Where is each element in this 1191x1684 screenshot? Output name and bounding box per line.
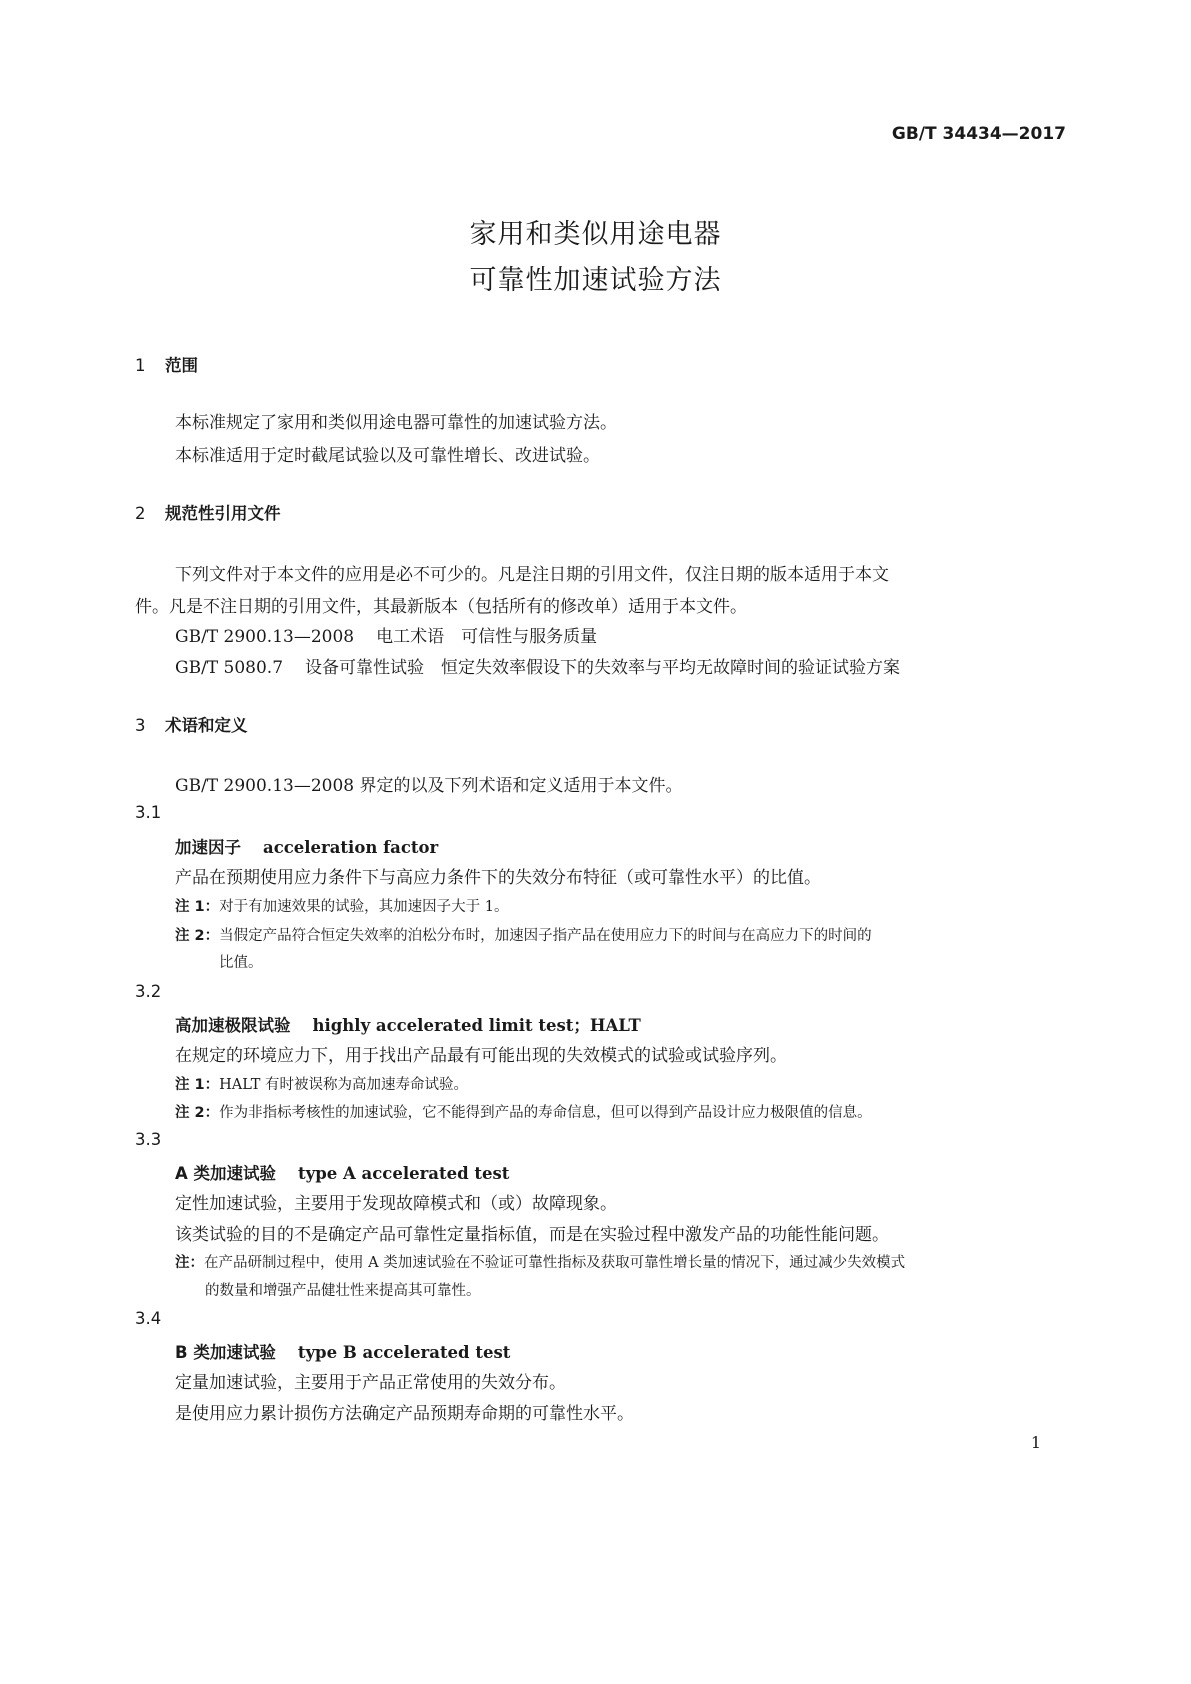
section-title: 术语和定义 <box>165 716 248 735</box>
note-label: 注： <box>175 1255 204 1271</box>
note <box>175 895 508 916</box>
note-text: 当假定产品符合恒定失效率的泊松分布时，加速因子指产品在使用应力下的时间与在高应力下的时间的 <box>219 928 872 944</box>
paragraph: 下列文件对于本文件的应用是必不可少的。凡是注日期的引用文件，仅注日期的版本适用于本文 <box>175 565 889 585</box>
paragraph-continuation: 件。凡是不注日期的引用文件，其最新版本（包括所有的修改单）适用于本文件。 <box>135 597 747 617</box>
term-definition: 定性加速试验，主要用于发现故障模式和（或）故障现象。 <box>175 1194 617 1214</box>
note-continuation: 的数量和增强产品健壮性来提高其可靠性。 <box>205 1283 481 1299</box>
note-text: HALT 有时被误称为高加速寿命试验。 <box>219 1077 468 1093</box>
normative-reference <box>175 622 597 647</box>
page-number: 1 <box>1030 1433 1041 1452</box>
normative-reference <box>175 653 900 678</box>
note-text: 在产品研制过程中，使用 A 类加速试验在不验证可靠性指标及获取可靠性增长量的情况下，通过减少失效模式 <box>204 1255 906 1271</box>
reference-code: GB/T 2900.13—2008 <box>175 627 355 647</box>
section-2-heading <box>135 500 281 524</box>
standard-code: GB/T 34434—2017 <box>891 124 1066 144</box>
note-text: 作为非指标考核性的加速试验，它不能得到产品的寿命信息，但可以得到产品设计应力极限值的信息。 <box>219 1105 872 1121</box>
paragraph: 本标准规定了家用和类似用途电器可靠性的加速试验方法。 <box>175 413 617 433</box>
note-label: 注 1： <box>175 1077 220 1093</box>
term-number: 3.2 <box>135 982 162 1001</box>
term-definition: 是使用应力累计损伤方法确定产品预期寿命期的可靠性水平。 <box>175 1404 634 1424</box>
term-heading <box>175 1160 509 1184</box>
document-title-line1: 家用和类似用途电器 <box>469 219 722 250</box>
term-heading <box>175 1339 510 1363</box>
term-number: 3.3 <box>135 1130 162 1149</box>
term-english: type B accelerated test <box>297 1343 511 1362</box>
reference-title: 设备可靠性试验 恒定失效率假设下的失效率与平均无故障时间的验证试验方案 <box>305 658 901 678</box>
note <box>175 1251 905 1272</box>
note-label: 注 2： <box>175 1105 220 1121</box>
section-3-heading <box>135 712 248 736</box>
reference-title: 电工术语 可信性与服务质量 <box>376 627 598 647</box>
term-english: highly accelerated limit test；HALT <box>312 1016 641 1035</box>
term-chinese: 高加速极限试验 <box>175 1016 291 1035</box>
section-1-heading <box>135 352 198 376</box>
note <box>175 924 872 945</box>
term-definition: 该类试验的目的不是确定产品可靠性定量指标值，而是在实验过程中激发产品的功能性能问题。 <box>175 1225 889 1245</box>
paragraph: GB/T 2900.13—2008 界定的以及下列术语和定义适用于本文件。 <box>175 776 683 796</box>
term-number: 3.4 <box>135 1309 162 1328</box>
reference-code: GB/T 5080.7 <box>175 658 284 678</box>
term-chinese: B 类加速试验 <box>175 1343 276 1362</box>
note-text: 对于有加速效果的试验，其加速因子大于 1。 <box>219 899 509 915</box>
note <box>175 1073 468 1094</box>
section-number: 3 <box>135 716 146 735</box>
term-chinese: 加速因子 <box>175 838 241 857</box>
section-title: 规范性引用文件 <box>165 504 281 523</box>
paragraph: 本标准适用于定时截尾试验以及可靠性增长、改进试验。 <box>175 446 600 466</box>
section-title: 范围 <box>165 356 198 375</box>
term-english: acceleration factor <box>263 838 439 857</box>
note-continuation: 比值。 <box>219 955 263 971</box>
term-definition: 产品在预期使用应力条件下与高应力条件下的失效分布特征（或可靠性水平）的比值。 <box>175 868 821 888</box>
section-number: 1 <box>135 356 146 375</box>
document-title-line2: 可靠性加速试验方法 <box>469 265 722 296</box>
note-label: 注 1： <box>175 899 220 915</box>
term-english: type A accelerated test <box>298 1164 510 1183</box>
term-heading <box>175 1012 641 1036</box>
note-label: 注 2： <box>175 928 220 944</box>
term-heading <box>175 834 438 858</box>
term-definition: 定量加速试验，主要用于产品正常使用的失效分布。 <box>175 1373 566 1393</box>
term-number: 3.1 <box>135 803 162 822</box>
term-chinese: A 类加速试验 <box>175 1164 277 1183</box>
section-number: 2 <box>135 504 146 523</box>
note <box>175 1101 872 1122</box>
term-definition: 在规定的环境应力下，用于找出产品最有可能出现的失效模式的试验或试验序列。 <box>175 1046 787 1066</box>
